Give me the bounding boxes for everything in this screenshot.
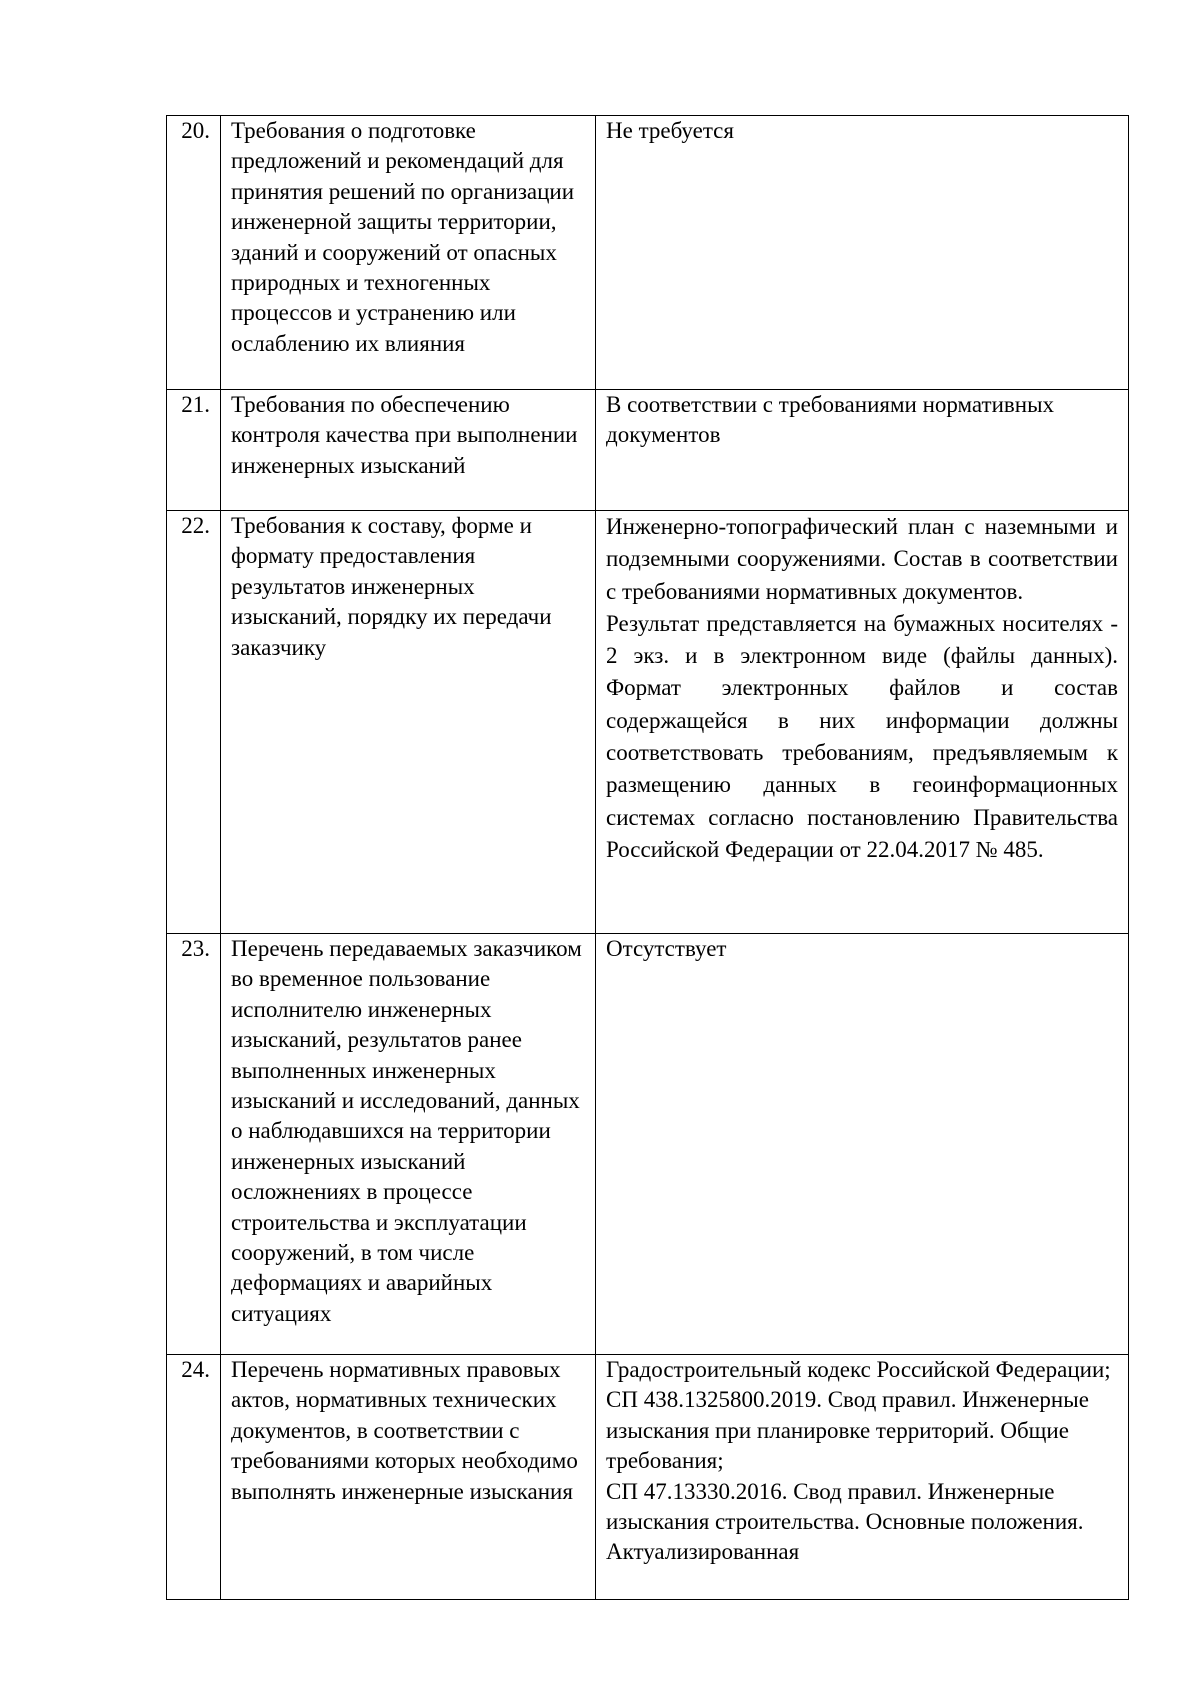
value-cell	[596, 934, 1129, 1355]
requirements-table	[166, 115, 1129, 1600]
value-cell	[596, 390, 1129, 511]
table-row	[167, 116, 1129, 390]
row-number: 22.	[167, 511, 221, 934]
requirement-cell: Перечень нормативных правовых актов, нормативных технических документов, в соответствии с требованиями которых необходимо выполнять инженерные изыскания	[221, 1355, 596, 1600]
value-paragraph: Результат представляется на бумажных носителях - 2 экз. и в электронном виде (файлы данных). Формат электронных файлов и состав содержащейся в них информации должны соответствовать требованиям, предъявляемым к размещению данных в геоинформационных системах согласно постановлению Правительства Российской Федерации от 22.04.2017 № 485.	[606, 610, 1118, 862]
requirement-cell: Требования о подготовке предложений и рекомендаций для принятия решений по организации инженерной защиты территории, зданий и сооружений от опасных природных и техногенных процессов и устранению или ослаблению их влияния	[221, 116, 596, 390]
requirement-cell: Требования к составу, форме и формату предоставления результатов инженерных изысканий, порядку их передачи заказчику	[221, 511, 596, 934]
value-cell	[596, 1355, 1129, 1600]
table-row	[167, 1355, 1129, 1600]
value-paragraph: В соответствии с требованиями нормативных документов	[606, 392, 1055, 448]
value-paragraph: Градостроительный кодекс Российской Федерации;	[606, 1357, 1111, 1382]
table-row	[167, 934, 1129, 1355]
row-number: 20.	[167, 116, 221, 390]
requirement-cell: Требования по обеспечению контроля качества при выполнении инженерных изысканий	[221, 390, 596, 511]
value-paragraph: Отсутствует	[606, 936, 727, 961]
value-cell	[596, 511, 1129, 934]
value-paragraph: Не требуется	[606, 118, 734, 143]
value-paragraph: СП 438.1325800.2019. Свод правил. Инженерные изыскания при планировке территорий. Общие требования;	[606, 1387, 1089, 1474]
row-number: 21.	[167, 390, 221, 511]
value-paragraph: СП 47.13330.2016. Свод правил. Инженерные изыскания строительства. Основные положения. Актуализированная	[606, 1478, 1084, 1565]
table-row	[167, 390, 1129, 511]
requirement-cell: Перечень передаваемых заказчиком во временное пользование исполнителю инженерных изысканий, результатов ранее выполненных инженерных изысканий и исследований, данных о наблюдавшихся на территории инженерных изысканий осложнениях в процессе строительства и эксплуатации сооружений, в том числе деформациях и аварийных ситуациях	[221, 934, 596, 1355]
row-number: 23.	[167, 934, 221, 1355]
value-cell	[596, 116, 1129, 390]
table-row	[167, 511, 1129, 934]
value-paragraph: Инженерно-топографический план с наземными и подземными сооружениями. Состав в соответствии с требованиями нормативных документов.	[606, 514, 1118, 604]
row-number: 24.	[167, 1355, 221, 1600]
